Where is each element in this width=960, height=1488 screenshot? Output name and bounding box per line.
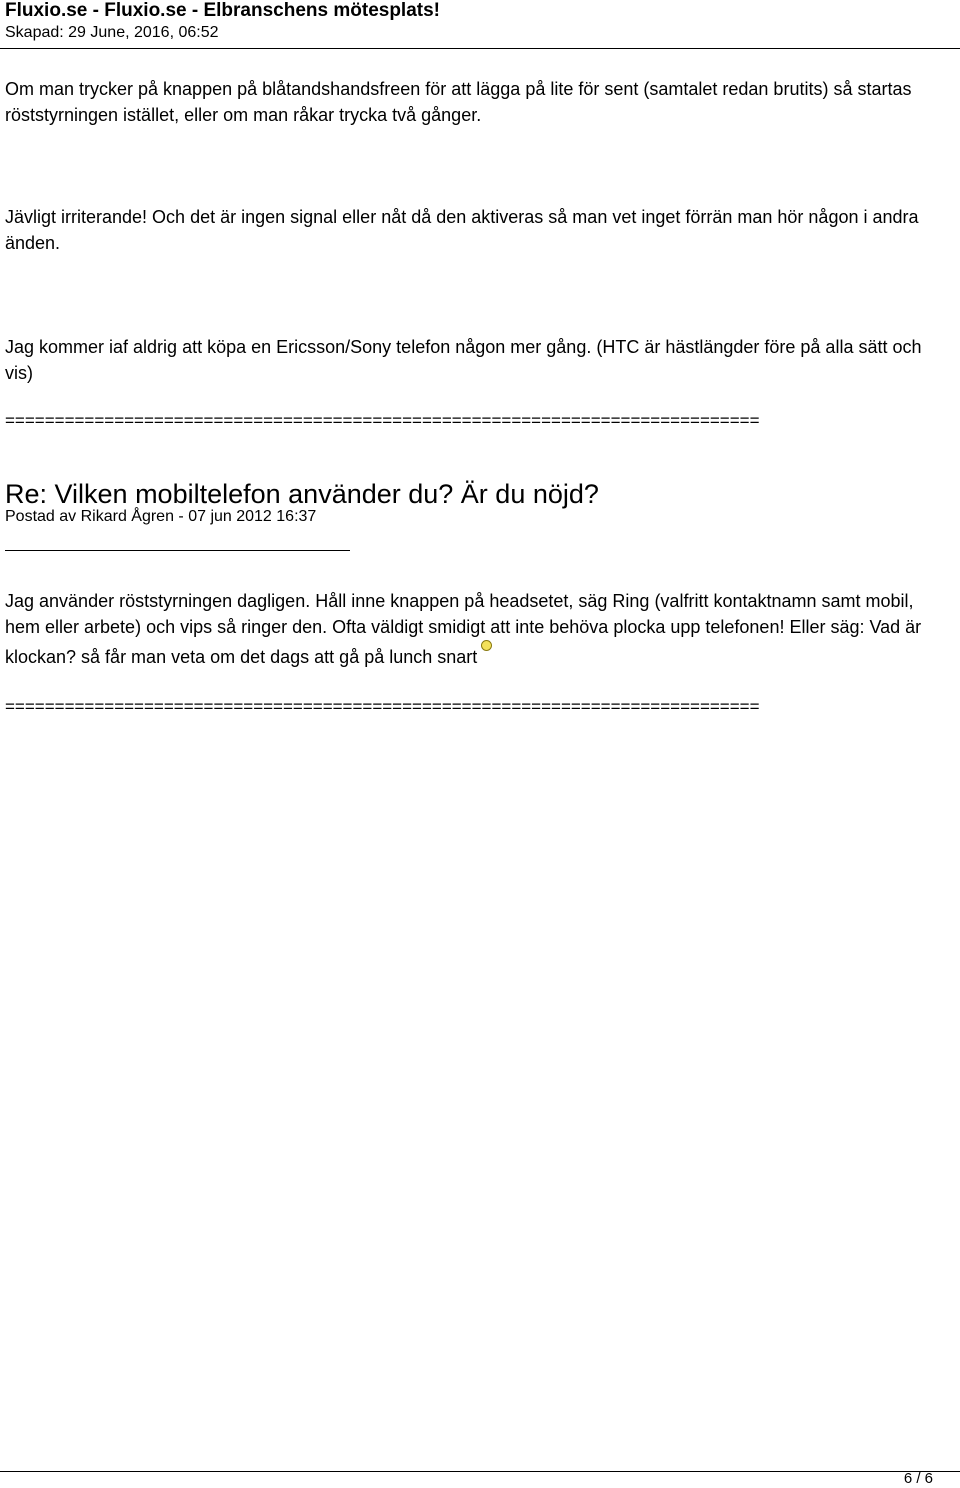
created-date: Skapad: 29 June, 2016, 06:52	[5, 24, 219, 41]
document-header	[5, 0, 957, 43]
post-meta: Postad av Rikard Ågren - 07 jun 2012 16:37	[5, 508, 317, 525]
separator-line: ============================================================================	[5, 411, 760, 430]
post-body-text: Jag använder röststyrningen dagligen. Håll inne knappen på headsetet, säg Ring (valfritt kontaktnamn samt mobil, hem eller arbete) och vips så ringer den. Ofta väldigt smidigt att inte behöva plocka upp telefonen! Eller säg: Vad är klockan? så får man veta om det dags att gå på lunch snart	[5, 591, 922, 667]
paragraph-3: Jag kommer iaf aldrig att köpa en Ericsson/Sony telefon någon mer gång. (HTC är hästlängder före på alla sätt och vis)	[5, 337, 922, 383]
page-number: 6 / 6	[903, 1470, 933, 1487]
post-divider	[5, 550, 350, 551]
paragraph-1: Om man trycker på knappen på blåtandshandsfreen för att lägga på lite för sent (samtalet redan brutits) så startas röststyrningen istället, eller om man råkar trycka två gånger.	[5, 79, 912, 125]
header-divider	[0, 48, 960, 49]
footer-divider	[0, 1471, 960, 1472]
post-body	[5, 588, 950, 670]
site-title: Fluxio.se - Fluxio.se - Elbranschens mötesplats!	[5, 0, 440, 21]
paragraph-2: Jävligt irriterande! Och det är ingen signal eller nåt då den aktiveras så man vet inget förrän man hör någon i andra änden.	[5, 207, 919, 253]
post-title: Re: Vilken mobiltelefon använder du? Är du nöjd?	[5, 479, 599, 509]
separator-line: ============================================================================	[5, 697, 760, 716]
smiley-icon	[481, 640, 492, 651]
